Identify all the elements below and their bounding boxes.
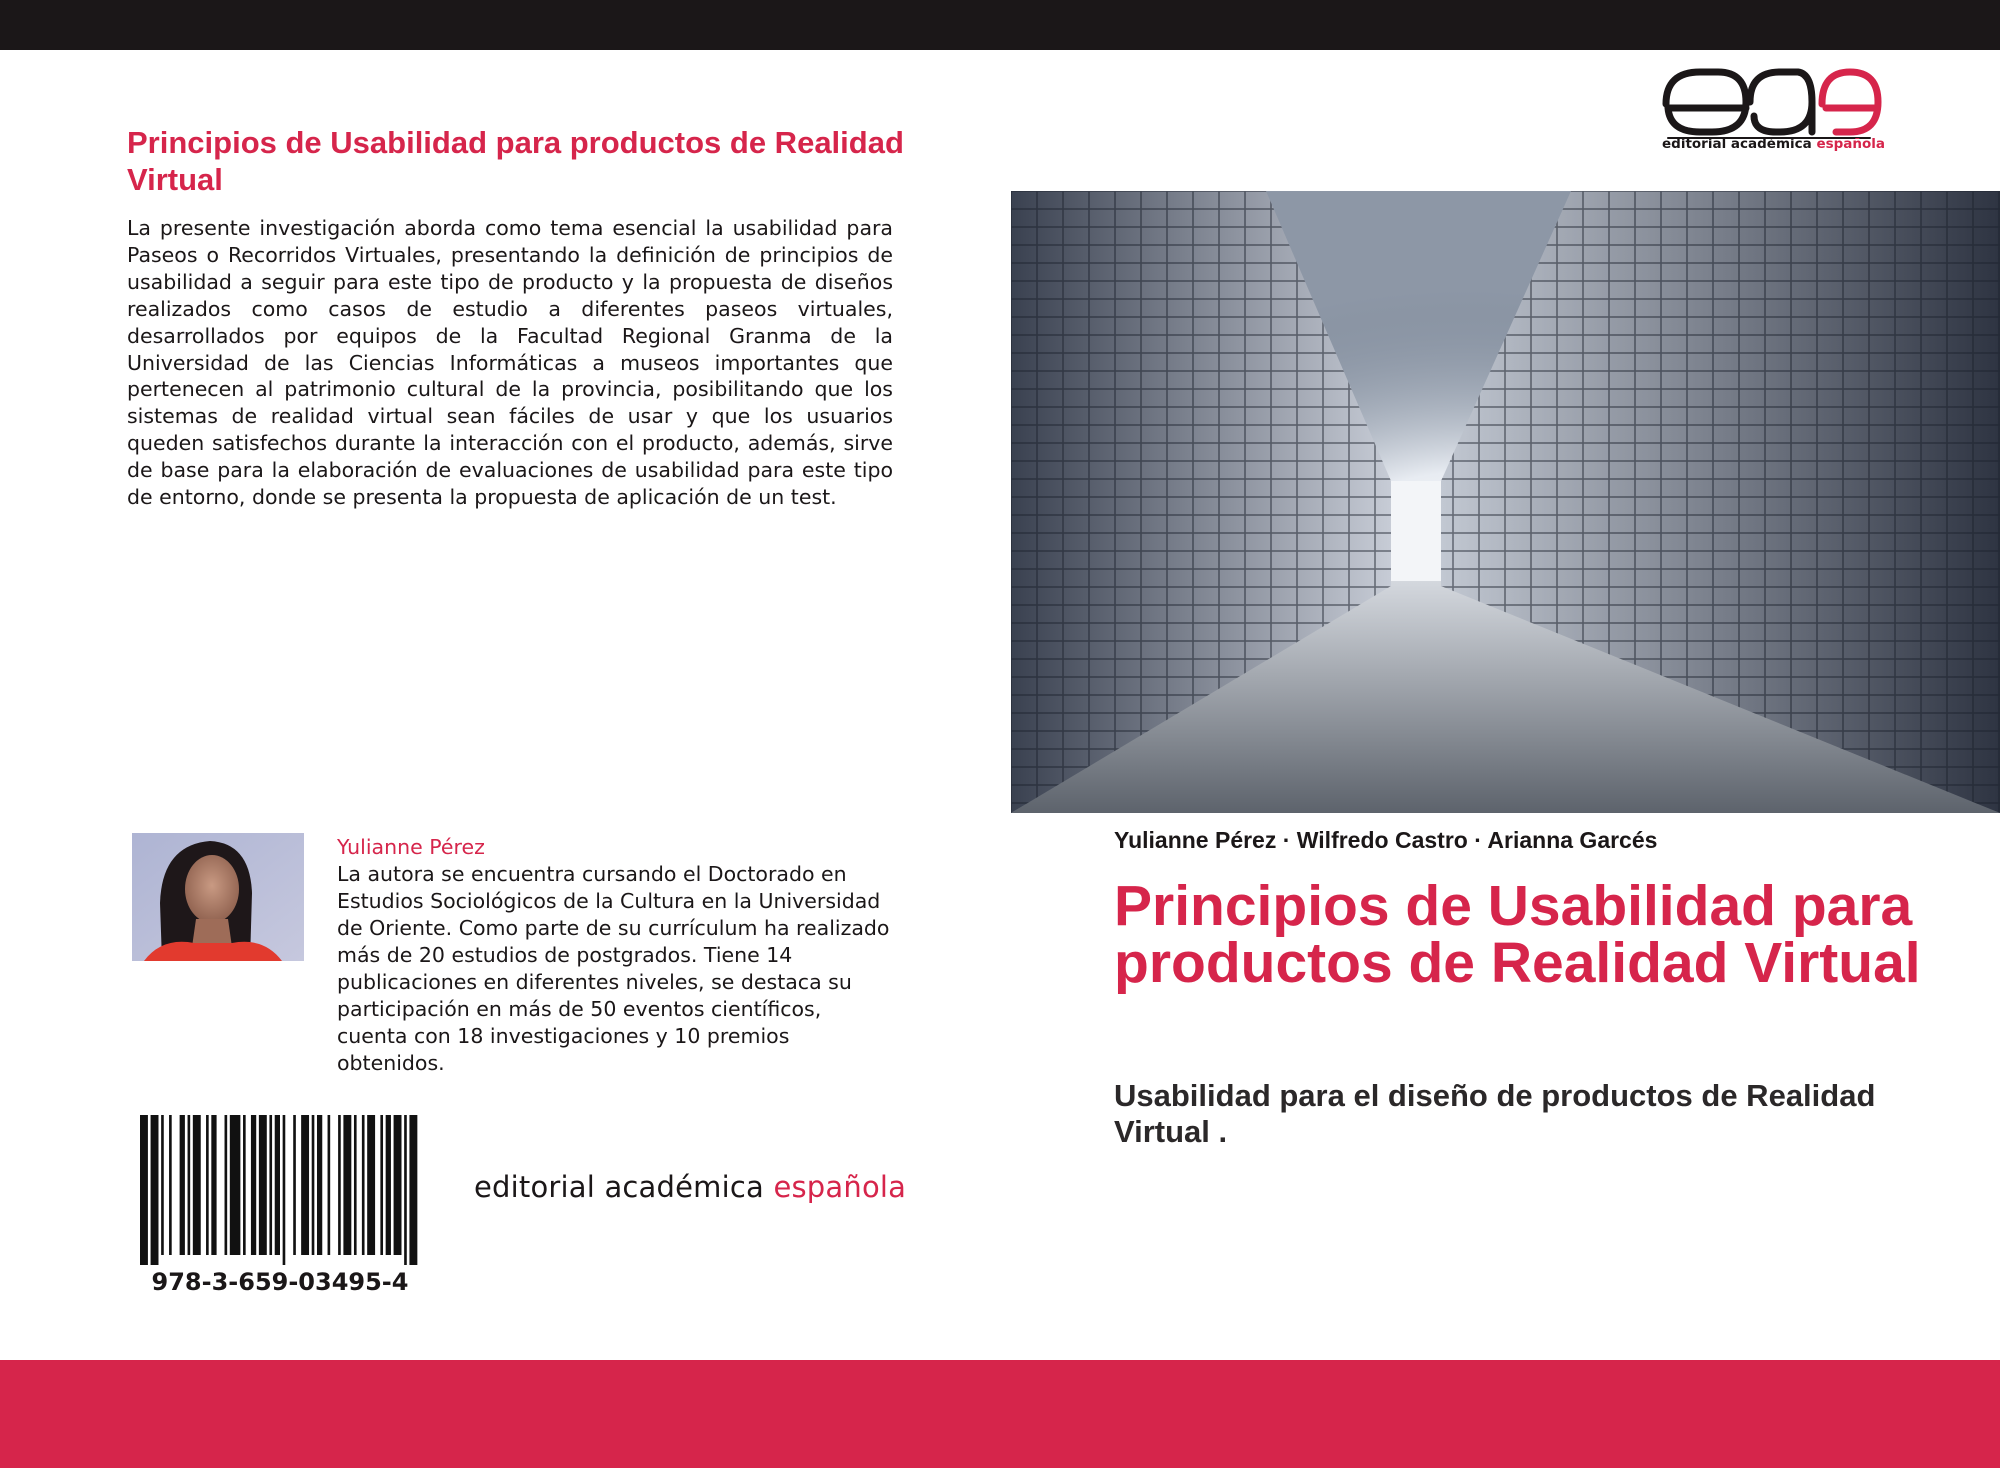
logo-caption	[1662, 136, 1885, 152]
publisher-name-part2: española	[773, 1170, 907, 1204]
barcode-bar	[206, 1115, 209, 1255]
barcode-bar	[362, 1115, 365, 1255]
barcode-bar	[193, 1115, 201, 1255]
back-cover-title: Principios de Usabilidad para productos de Realidad Virtual	[127, 125, 904, 197]
barcode-bar	[409, 1115, 417, 1265]
barcode-bar	[338, 1115, 341, 1255]
barcode-bar	[230, 1115, 241, 1255]
front-cover-subtitle: Usabilidad para el diseño de productos de Realidad Virtual .	[1114, 1078, 1876, 1149]
barcode-bar	[328, 1115, 331, 1255]
barcode-bar	[140, 1115, 148, 1265]
logo-caption-part1: editorial académica	[1662, 136, 1817, 152]
barcode-bar	[188, 1115, 191, 1255]
front-cover-authors: Yulianne Pérez · Wilfredo Castro · Arianna Garcés	[1114, 827, 1658, 853]
bottom-bar	[0, 1360, 2000, 1468]
author-name: Yulianne Pérez	[337, 835, 485, 859]
barcode-bar	[211, 1115, 216, 1255]
logo-caption-part2: española	[1816, 136, 1886, 152]
barcode-bar	[161, 1115, 164, 1255]
barcode-bar	[367, 1115, 375, 1255]
barcode-bar	[269, 1115, 272, 1255]
back-cover-blurb: La presente investigación aborda como tema esencial la usabilidad para Paseos o Recorridos Virtuales, presentando la definición de principios de usabilidad a seguir para este tipo de producto y la propuesta de diseños realizados como casos de estudio a diferentes paseos virtuales, desarrollados por equipos de la Facultad Regional Granma de la Universidad de las Ciencias Informáticas a museos importantes que pertenecen al patrimonio cultural de la provincia, posibilitando que los sistemas de realidad virtual sean fáciles de usar y que los usuarios queden satisfechos durante la interacción con el producto, además, sirve de base para la elaboración de evaluaciones de usabilidad para este tipo de entorno, donde se presenta la propuesta de aplicación de un test.	[127, 216, 893, 510]
isbn-barcode	[140, 1115, 420, 1265]
front-cover-title: Principios de Usabilidad para productos de Realidad Virtual	[1114, 874, 1921, 995]
barcode-bar	[394, 1115, 402, 1255]
barcode-bar	[251, 1115, 256, 1255]
author-bio: La autora se encuentra cursando el Doctorado en Estudios Sociológicos de la Cultura en la Universidad de Oriente. Como parte de su currículum ha realizado más de 20 estudios de postgrados. Tiene 14 publicaciones en diferentes niveles, se destaca su participación en más de 50 eventos científicos, cuenta con 18 investigaciones y 10 premios obtenidos.	[337, 862, 890, 1075]
barcode-bar	[404, 1115, 407, 1265]
barcode-bar	[386, 1115, 391, 1255]
barcode-bar	[151, 1115, 159, 1265]
barcode-bar	[225, 1115, 228, 1255]
barcode-bar	[275, 1115, 280, 1255]
isbn-number: 978-3-659-03495-4	[151, 1268, 409, 1296]
barcode-bar	[283, 1115, 286, 1265]
barcode-bar	[312, 1115, 315, 1255]
barcode-bar	[343, 1115, 351, 1255]
barcode-bar	[259, 1115, 267, 1255]
barcode-bar	[317, 1115, 322, 1255]
barcode-bar	[380, 1115, 383, 1255]
barcode-bar	[180, 1115, 185, 1255]
publisher-name	[474, 1170, 906, 1204]
barcode-bar	[243, 1115, 246, 1255]
publisher-name-part1: editorial académica	[474, 1170, 774, 1204]
barcode-bar	[301, 1115, 309, 1255]
barcode-bar	[293, 1115, 296, 1255]
barcode-bar	[354, 1115, 357, 1255]
author-photo	[132, 833, 304, 961]
top-bar	[0, 0, 2000, 50]
barcode-bar	[169, 1115, 172, 1255]
cover-image	[1011, 191, 2000, 813]
